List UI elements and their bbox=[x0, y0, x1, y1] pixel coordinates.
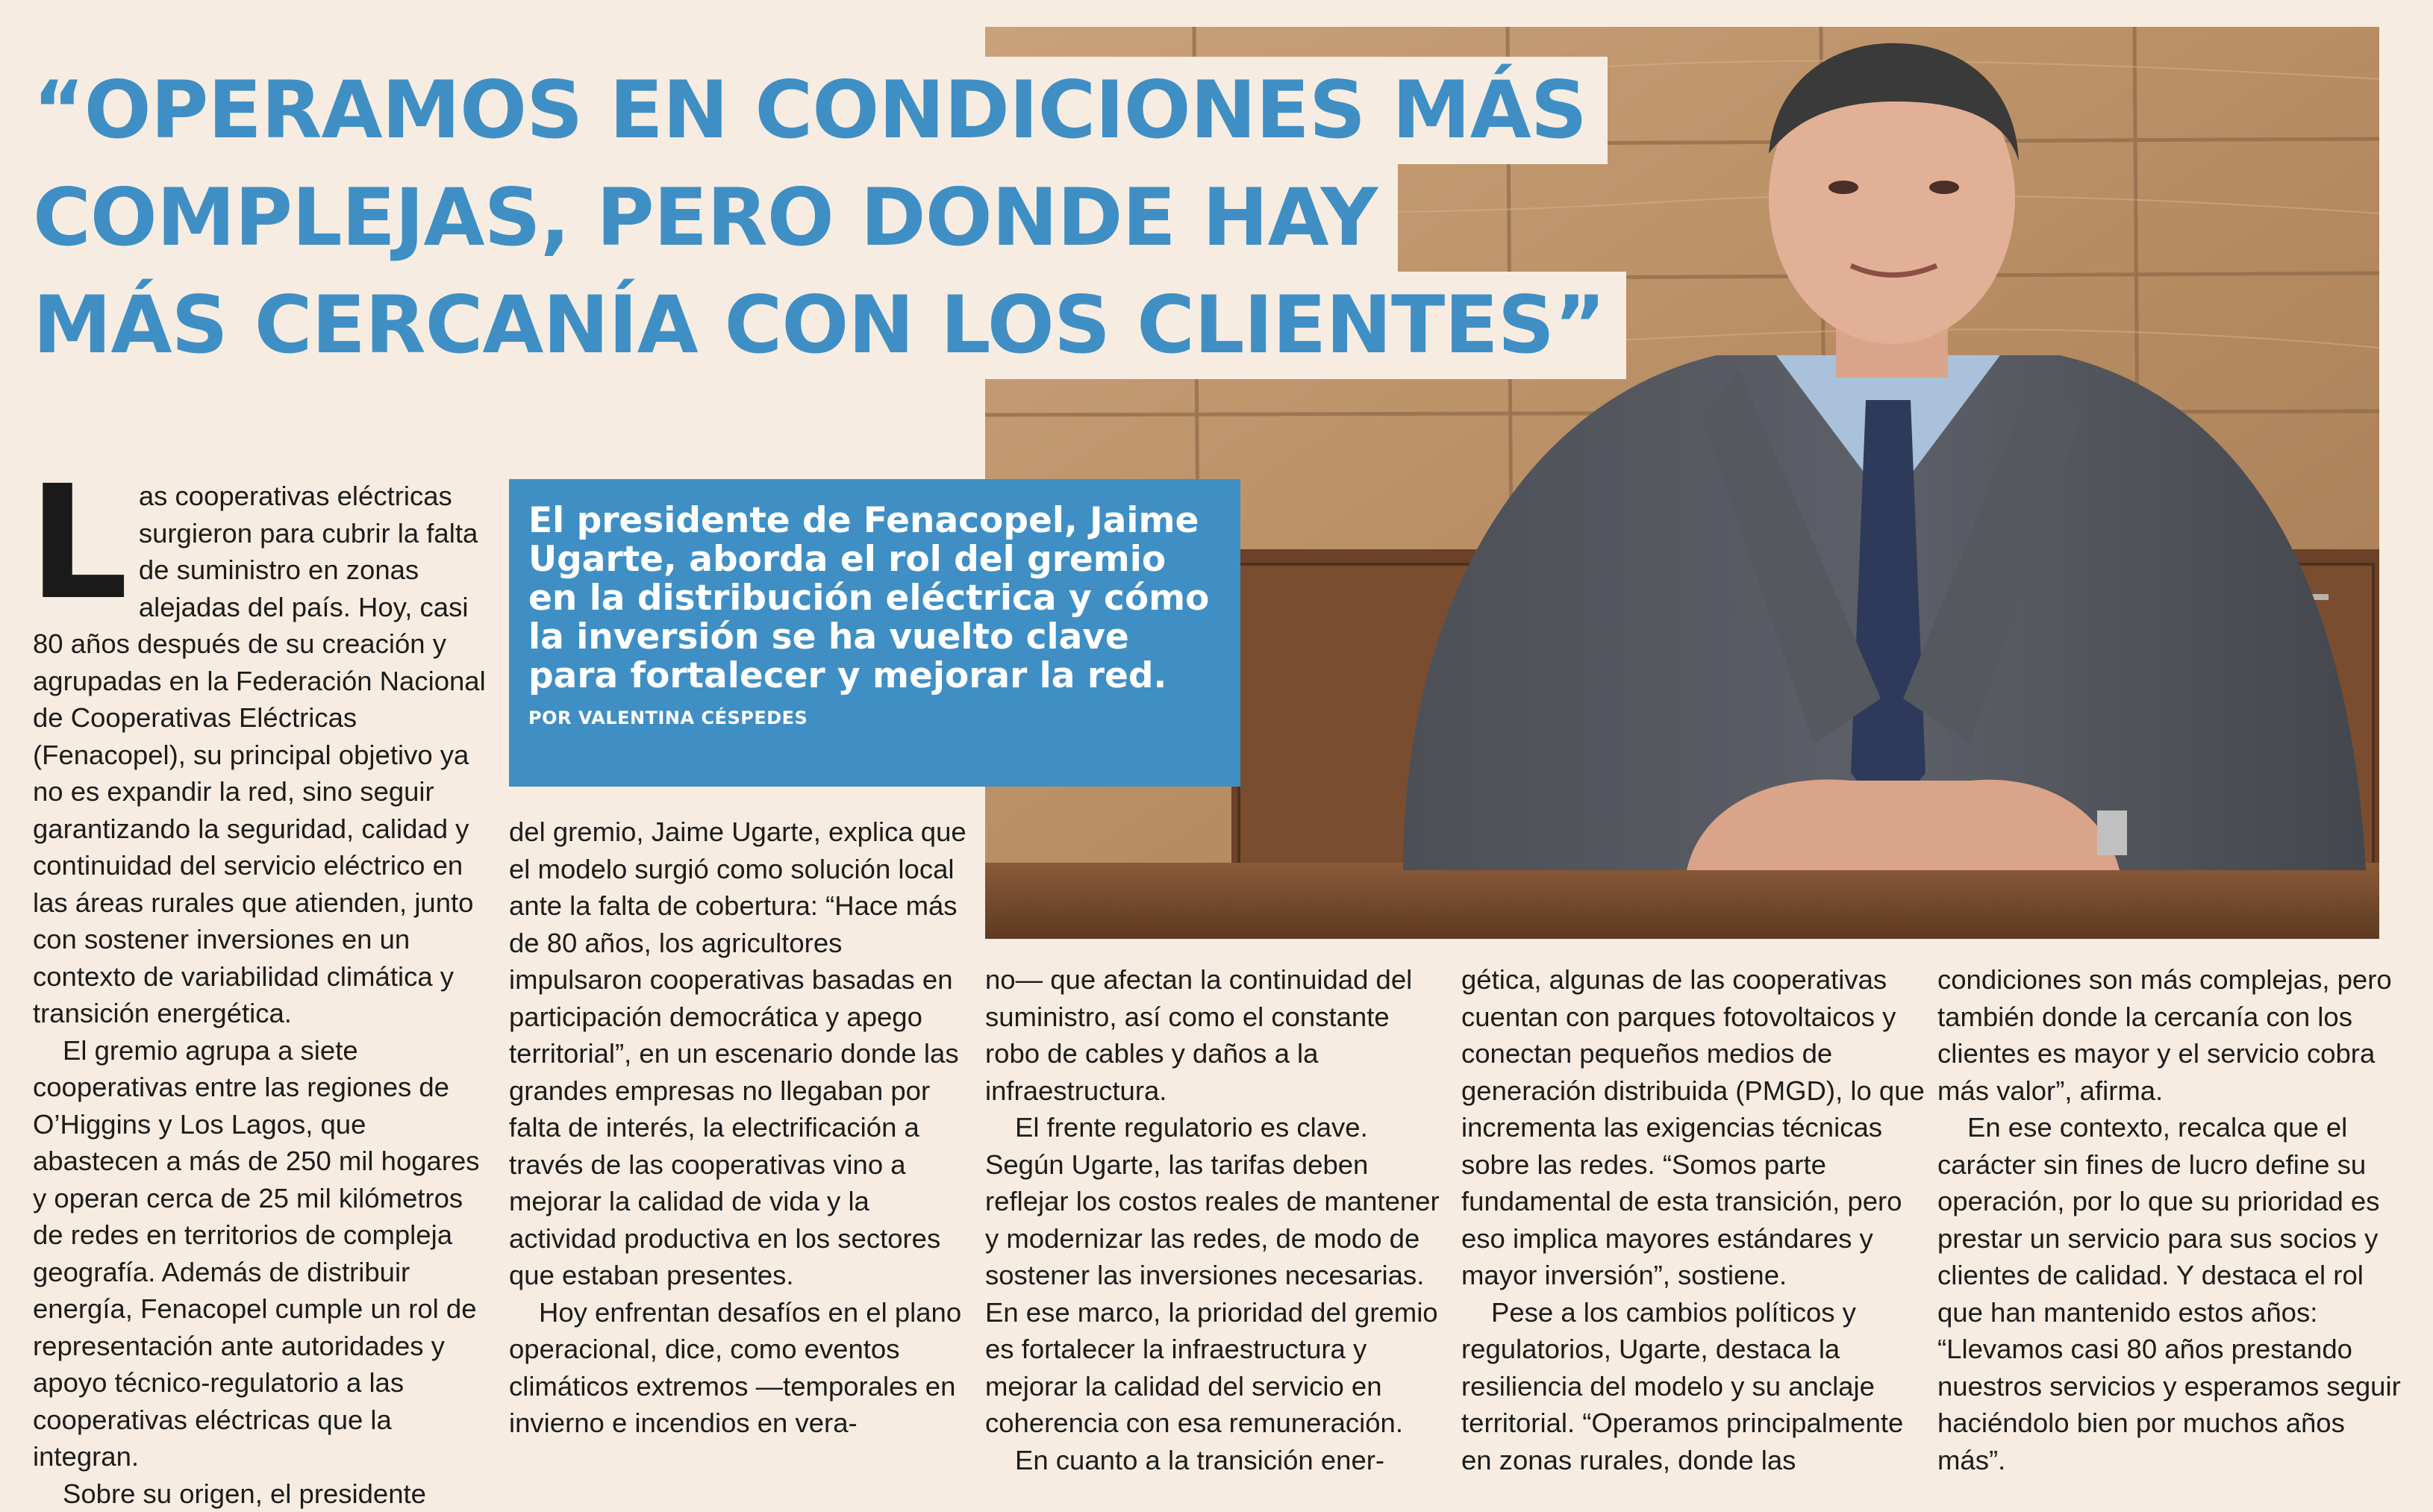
paragraph: Sobre su origen, el presidente bbox=[33, 1475, 497, 1512]
paragraph: as cooperativas eléctricas surgieron para cubrir la falta de suministro en zonas alejadas del país. Hoy, casi 80 años después de su creación y agrupadas en la Federación Nacional de Cooperativas Eléctricas (Fenacopel), su principal objetivo ya no es expandir la red, sino seguir garantizando la seguridad, calidad y continuidad del servicio eléctrico en las áreas rurales que atienden, junto con sostener inversiones en un contexto de variabilidad climática y transición energética. bbox=[33, 478, 497, 1032]
drop-cap: L bbox=[28, 476, 128, 607]
deck-text: El presidente de Fenacopel, Jaime Ugarte, aborda el rol del gremio en la distribución eléctrica y cómo la inversión se ha vuelto clave para fortalecer y mejorar la red. bbox=[528, 502, 1221, 696]
paragraph: no— que afectan la continuidad del suministro, así como el constante robo de cables y daños a la infraestructura. bbox=[985, 961, 1449, 1109]
paragraph: condiciones son más complejas, pero también donde la cercanía con los clientes es mayor y el servicio cobra más valor”, afirma. bbox=[1937, 961, 2402, 1109]
paragraph: En ese contexto, recalca que el carácter sin fines de lucro define su operación, por lo que su prioridad es prestar un servicio para sus socios y clientes de calidad. Y destaca el rol que han mantenido estos años: “Llevamos casi 80 años prestando nuestros servicios y esperamos seguir haciéndolo bien por muchos años más”. bbox=[1937, 1109, 2402, 1478]
headline-line-1: “OPERAMOS EN CONDICIONES MÁS bbox=[0, 57, 1608, 164]
paragraph: Hoy enfrentan desafíos en el plano operacional, dice, como eventos climáticos extremos —temporales en invierno e incendios en vera- bbox=[509, 1294, 973, 1442]
paragraph: En cuanto a la transición ener- bbox=[985, 1442, 1449, 1479]
headline-line-2: COMPLEJAS, PERO DONDE HAY bbox=[0, 164, 1398, 272]
headline-line-3: MÁS CERCANÍA CON LOS CLIENTES” bbox=[0, 272, 1626, 379]
article-column-2 bbox=[509, 813, 973, 1442]
paragraph: gética, algunas de las cooperativas cuentan con parques fotovoltaicos y conectan pequeños medios de generación distribuida (PMGD), lo que incrementa las exigencias técnicas sobre las redes. “Somos parte fundamental de esta transición, pero eso implica mayores estándares y mayor inversión”, sostiene. bbox=[1461, 961, 1926, 1294]
paragraph: del gremio, Jaime Ugarte, explica que el modelo surgió como solución local ante la falta de cobertura: “Hace más de 80 años, los agricultores impulsaron cooperativas basadas en participación democrática y apego territorial”, en un escenario donde las grandes empresas no llegaban por falta de interés, la electrificación a través de las cooperativas vino a mejorar la calidad de vida y la actividad productiva en los sectores que estaban presentes. bbox=[509, 813, 973, 1294]
paragraph: Pese a los cambios políticos y regulatorios, Ugarte, destaca la resiliencia del modelo y su anclaje territorial. “Operamos principalmente en zonas rurales, donde las bbox=[1461, 1294, 1926, 1479]
paragraph: El gremio agrupa a siete cooperativas entre las regiones de O’Higgins y Los Lagos, que abastecen a más de 250 mil hogares y operan cerca de 25 mil kilómetros de redes en territorios de compleja geografía. Además de distribuir energía, Fenacopel cumple un rol de representación ante autoridades y apoyo técnico-regulatorio a las cooperativas eléctricas que la integran. bbox=[33, 1032, 497, 1475]
article-column-3 bbox=[985, 961, 1449, 1478]
byline: POR VALENTINA CÉSPEDES bbox=[528, 707, 1221, 728]
article-column-1 bbox=[33, 478, 497, 1512]
headline bbox=[0, 57, 1626, 379]
article-column-4 bbox=[1461, 961, 1926, 1478]
deck-box bbox=[509, 479, 1240, 787]
article-column-5 bbox=[1937, 961, 2402, 1478]
paragraph: El frente regulatorio es clave. Según Ugarte, las tarifas deben reflejar los costos reales de mantener y modernizar las redes, de modo de sostener las inversiones necesarias. En ese marco, la prioridad del gremio es fortalecer la infraestructura y mejorar la calidad del servicio en coherencia con esa remuneración. bbox=[985, 1109, 1449, 1442]
